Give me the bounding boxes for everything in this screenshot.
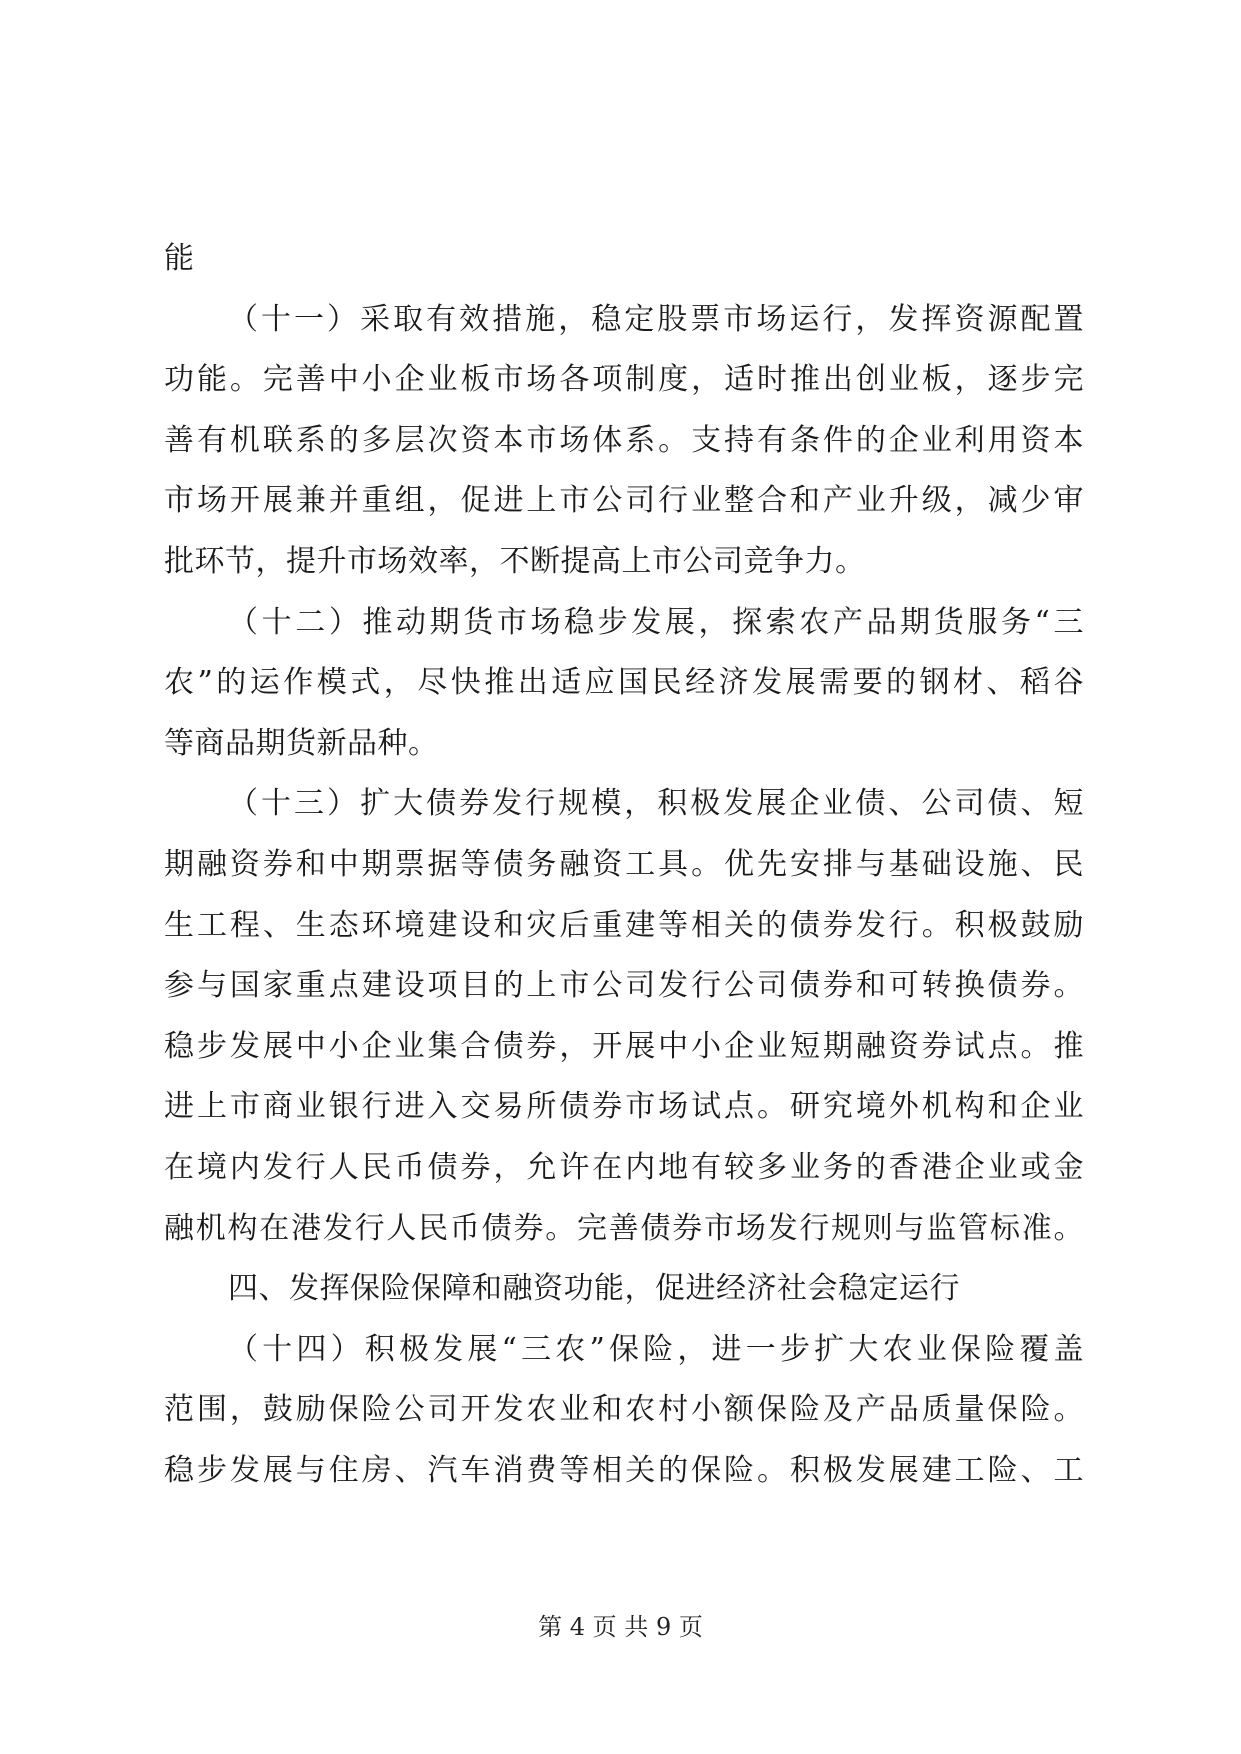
text-line: 等商品期货新品种。	[164, 725, 439, 761]
text-line: 生工程、生态环境建设和灾后重建等相关的债券发行。积极鼓励	[164, 907, 1084, 943]
text-line: 范围，鼓励保险公司开发农业和农村小额保险及产品质量保险。	[164, 1392, 1084, 1428]
text-line: 进上市商业银行进入交易所债券市场试点。研究境外机构和企业	[164, 1089, 1084, 1125]
text-line: （十四）积极发展“三农”保险，进一步扩大农业保险覆盖	[228, 1331, 1084, 1367]
section-heading: 四、发挥保险保障和融资功能，促进经济社会稳定运行	[228, 1271, 960, 1307]
text-line: 能	[164, 241, 195, 276]
text-line: 融机构在港发行人民币债券。完善债券市场发行规则与监管标准。	[164, 1210, 1084, 1246]
text-line: 市场开展兼并重组，促进上市公司行业整合和产业升级，减少审	[164, 483, 1084, 519]
page-number-footer: 第 4 页 共 9 页	[538, 1613, 703, 1641]
text-line: 功能。完善中小企业板市场各项制度，适时推出创业板，逐步完	[164, 362, 1084, 398]
text-line: 参与国家重点建设项目的上市公司发行公司债券和可转换债券。	[164, 968, 1084, 1004]
text-line: 批环节，提升市场效率，不断提高上市公司竞争力。	[164, 543, 866, 579]
text-line: 在境内发行人民币债券，允许在内地有较多业务的香港企业或金	[164, 1149, 1084, 1185]
text-line: 稳步发展中小企业集合债券，开展中小企业短期融资券试点。推	[164, 1028, 1084, 1064]
text-line: （十三）扩大债券发行规模，积极发展企业债、公司债、短	[228, 786, 1084, 822]
text-line: （十二）推动期货市场稳步发展，探索农产品期货服务“三	[228, 604, 1084, 640]
text-line: （十一）采取有效措施，稳定股票市场运行，发挥资源配置	[228, 301, 1084, 337]
text-line: 农”的运作模式，尽快推出适应国民经济发展需要的钢材、稻谷	[164, 665, 1084, 701]
body-text	[164, 229, 1084, 1501]
text-line: 稳步发展与住房、汽车消费等相关的保险。积极发展建工险、工	[164, 1452, 1084, 1488]
text-line: 期融资券和中期票据等债务融资工具。优先安排与基础设施、民	[164, 846, 1084, 882]
text-line: 善有机联系的多层次资本市场体系。支持有条件的企业利用资本	[164, 422, 1084, 458]
